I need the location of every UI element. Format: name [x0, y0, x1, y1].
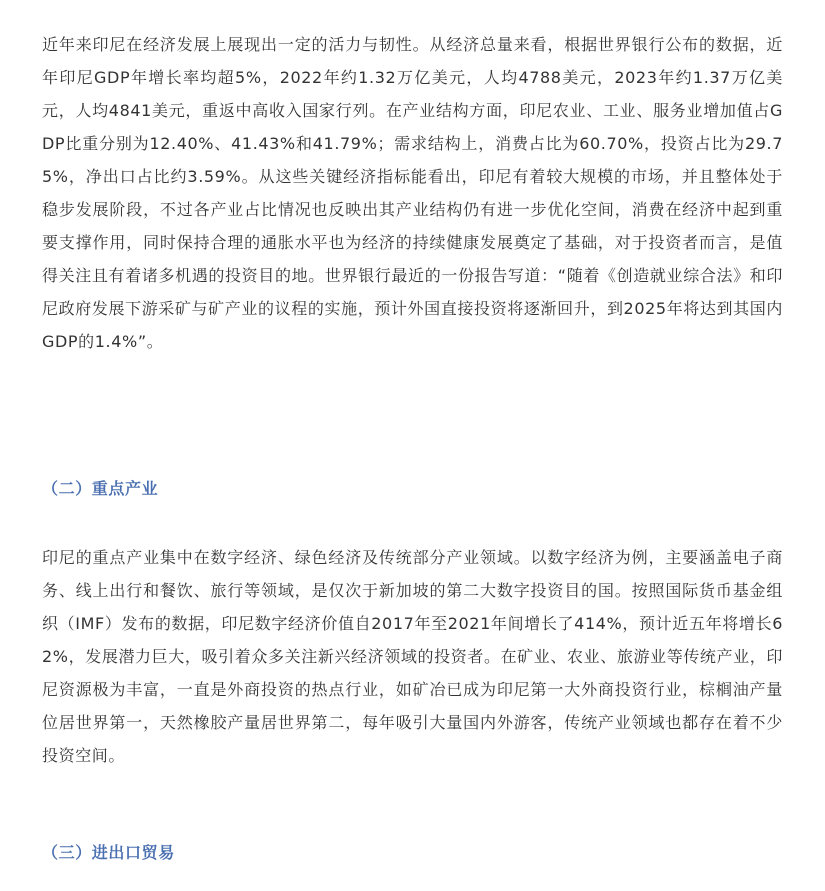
section-heading-key-industries: （二）重点产业	[42, 479, 159, 498]
key-industries-paragraph: 印尼的重点产业集中在数字经济、绿色经济及传统部分产业领域。以数字经济为例，主要涵盖电子商务、线上出行和餐饮、旅行等领域，是仅次于新加坡的第二大数字投资目的国。按照国际货币基金组织（IMF）发布的数据，印尼数字经济价值自2017年至2021年间增长了414%，预计近五年将增长62%，发展潜力巨大，吸引着众多关注新兴经济领域的投资者。在矿业、农业、旅游业等传统产业，印尼资源极为丰富，一直是外商投资的热点行业，如矿冶已成为印尼第一大外商投资行业，棕榈油产量位居世界第一，天然橡胶产量居世界第二，每年吸引大量国内外游客，传统产业领域也都存在着不少投资空间。	[42, 548, 783, 765]
economy-overview-paragraph: 近年来印尼在经济发展上展现出一定的活力与韧性。从经济总量来看，根据世界银行公布的数据，近年印尼GDP年增长率均超5%，2022年约1.32万亿美元，人均4788美元，2023年约1.37万亿美元，人均4841美元，重返中高收入国家行列。在产业结构方面，印尼农业、工业、服务业增加值占GDP比重分别为12.40%、41.43%和41.79%；需求结构上，消费占比为60.70%，投资占比为29.75%，净出口占比约3.59%。从这些关键经济指标能看出，印尼有着较大规模的市场，并且整体处于稳步发展阶段，不过各产业占比情况也反映出其产业结构仍有进一步优化空间，消费在经济中起到重要支撑作用，同时保持合理的通胀水平也为经济的持续健康发展奠定了基础，对于投资者而言，是值得关注且有着诸多机遇的投资目的地。世界银行最近的一份报告写道：“随着《创造就业综合法》和印尼政府发展下游采矿与矿产业的议程的实施，预计外国直接投资将逐渐回升，到2025年将达到其国内GDP的1.4%”。	[42, 35, 783, 351]
section-heading-trade: （三）进出口贸易	[42, 843, 175, 862]
